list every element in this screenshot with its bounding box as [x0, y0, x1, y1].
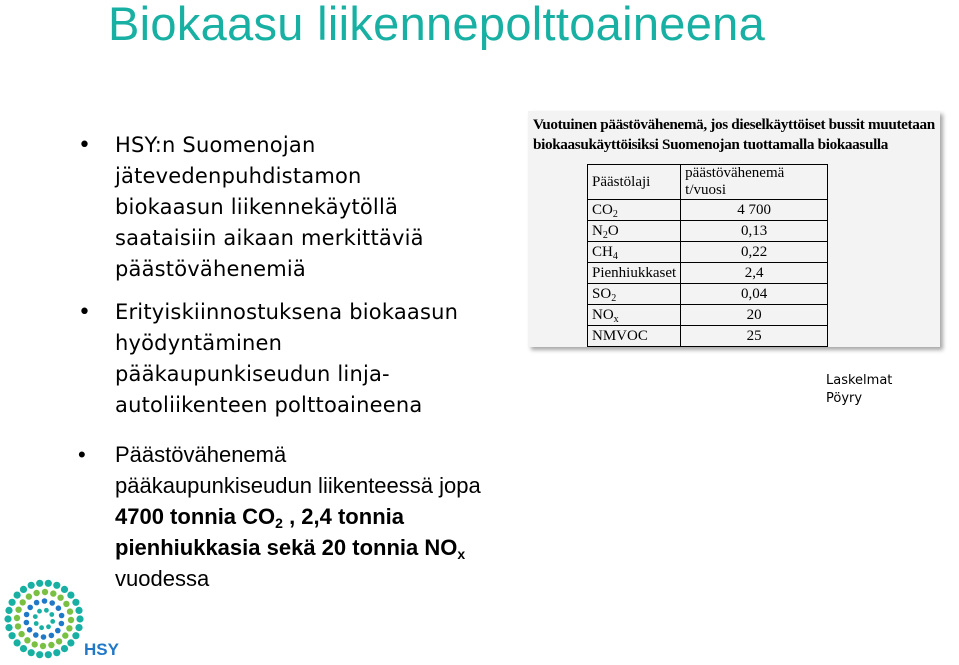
- logo-dot: [62, 632, 68, 638]
- logo-dot: [34, 621, 39, 626]
- logo-dot: [32, 641, 38, 647]
- bullet-text-line: pääkaupunkiseudun liikenteessä jopa: [115, 473, 481, 498]
- bullet-bus-fuel: [115, 297, 555, 421]
- logo-dot: [28, 649, 35, 656]
- logo-dot: [50, 619, 55, 624]
- credit-line: Laskelmat: [826, 373, 893, 388]
- bullet-text-line: vuodessa: [115, 566, 210, 591]
- table-row: [588, 242, 828, 263]
- logo-dot: [46, 624, 51, 629]
- credit-line: Pöyry: [826, 391, 863, 406]
- reduction-value: 0,04: [681, 284, 828, 305]
- logo-dot: [28, 582, 35, 589]
- emission-type: $CH_4$: [588, 242, 681, 263]
- logo-dot: [75, 624, 82, 631]
- logo-dot: [5, 624, 12, 631]
- logo-dot: [20, 645, 27, 652]
- emission-type: NMVOC: [588, 326, 681, 347]
- logo-dot: [45, 580, 52, 587]
- bullet-text-line: biokaasun liikennekäytöllä: [115, 195, 399, 219]
- logo-dot: [67, 608, 73, 614]
- logo-dot: [18, 631, 24, 637]
- logo-dot: [33, 590, 39, 596]
- logo-dot: [15, 607, 21, 613]
- logo-dot: [42, 589, 48, 595]
- reduction-value: 2,4: [681, 263, 828, 284]
- logo-dot: [4, 615, 11, 622]
- logo-dot: [39, 625, 44, 630]
- page-title: Biokaasu liikennepolttoaineena: [108, 0, 766, 50]
- logo-dot: [14, 615, 20, 621]
- logo-dot: [9, 599, 16, 606]
- emission-type: $N_2O$: [588, 221, 681, 242]
- emission-type: $CO_2$: [588, 200, 681, 221]
- reduction-value: 25: [681, 326, 828, 347]
- reduction-value: 20: [681, 305, 828, 326]
- bullet-text-line: pienhiukkasia sekä 20 tonnia $NO_x$: [115, 535, 466, 562]
- logo-dot: [63, 601, 69, 607]
- emission-table: [587, 164, 828, 347]
- logo-dot: [72, 632, 79, 639]
- bullet-text-line: Erityiskiinnostuksena biokaasun: [115, 300, 459, 324]
- logo-dot: [34, 600, 40, 606]
- hsy-logo-text: HSY: [84, 640, 119, 659]
- logo-dot: [59, 621, 65, 627]
- logo-dot: [14, 592, 21, 599]
- bullet-text-line: hyödyntäminen: [115, 331, 283, 355]
- logo-dot: [53, 582, 60, 589]
- logo-dot: [9, 632, 16, 639]
- bullet-text-line: saataisiin aikaan merkittäviä: [115, 226, 424, 250]
- bullet-text-line: Päästövähenemä: [115, 442, 287, 467]
- table-row: [588, 284, 828, 305]
- logo-dot: [68, 617, 74, 623]
- logo-dot: [48, 642, 54, 648]
- reduction-value: 0,22: [681, 242, 828, 263]
- bullet-hsy-biogas: [115, 130, 555, 285]
- logo-dot: [61, 586, 68, 593]
- logo-dot: [61, 645, 68, 652]
- bullet-text-line: pääkaupunkiseudun linja-: [115, 362, 390, 386]
- bullet-text-line: päästövähenemiä: [115, 257, 307, 281]
- reduction-value: 0,13: [681, 221, 828, 242]
- logo-dot: [24, 637, 30, 643]
- logo-dot: [20, 599, 26, 605]
- logo-dot: [27, 627, 33, 633]
- logo-dot: [44, 608, 49, 613]
- emission-table-image: [528, 111, 940, 347]
- logo-dot: [72, 599, 79, 606]
- emission-type: $NO_x$: [588, 305, 681, 326]
- bullet-text-line: jätevedenpuhdistamon: [115, 164, 362, 188]
- logo-dot: [42, 598, 48, 604]
- column-header-reduction: päästövähenemä t/vuosi: [681, 165, 828, 200]
- logo-dot: [50, 590, 56, 596]
- logo-dot: [66, 625, 72, 631]
- hsy-logo: [0, 575, 125, 663]
- logo-dot: [27, 605, 33, 611]
- logo-dot: [36, 651, 43, 658]
- logo-dot: [5, 607, 12, 614]
- table-row: [588, 326, 828, 347]
- logo-dot: [67, 639, 74, 646]
- logo-dot: [24, 620, 30, 626]
- reduction-value: 4 700: [681, 200, 828, 221]
- logo-dot: [76, 615, 83, 622]
- table-heading: Vuotuinen päästövähenemä, jos dieselkäyttöiset bussit muutetaan biokaasukäyttöisiksi Suomenojan tuottamalla biokaasulla: [533, 116, 935, 153]
- emission-type: $SO_2$: [588, 284, 681, 305]
- logo-dot: [41, 634, 47, 640]
- logo-dot: [14, 639, 21, 646]
- bullet-text-line: HSY:n Suomenojan: [115, 133, 316, 157]
- logo-dot: [49, 612, 54, 617]
- table-row: [588, 263, 828, 284]
- logo-dot: [55, 628, 61, 634]
- table-row: [588, 305, 828, 326]
- logo-dot: [59, 613, 65, 619]
- column-header-emission-type: Päästölaji: [588, 165, 681, 200]
- logo-dot: [26, 593, 32, 599]
- table-header-row: [588, 165, 828, 200]
- logo-dot: [33, 614, 38, 619]
- source-credit: [826, 372, 892, 408]
- table-row: [588, 221, 828, 242]
- logo-dot: [33, 632, 39, 638]
- bullet-emission-reduction: [115, 439, 555, 594]
- hsy-logo-icon: [4, 580, 83, 659]
- logo-dot: [36, 580, 43, 587]
- logo-dot: [20, 586, 27, 593]
- logo-dot: [40, 643, 46, 649]
- logo-dot: [45, 651, 52, 658]
- logo-dot: [57, 595, 63, 601]
- logo-dot: [15, 623, 21, 629]
- logo-dot: [67, 592, 74, 599]
- logo-dot: [49, 633, 55, 639]
- table-row: [588, 200, 828, 221]
- logo-dot: [24, 612, 30, 618]
- bullet-text-line: 4700 tonnia $CO_2$ , 2,4 tonnia: [115, 504, 404, 531]
- logo-dot: [53, 649, 60, 656]
- logo-dot: [75, 607, 82, 614]
- logo-dot: [37, 609, 42, 614]
- emission-type: Pienhiukkaset: [588, 263, 681, 284]
- logo-dot: [49, 600, 55, 606]
- bullet-text-line: autoliikenteen polttoaineena: [115, 393, 423, 417]
- logo-dot: [56, 605, 62, 611]
- logo-dot: [56, 638, 62, 644]
